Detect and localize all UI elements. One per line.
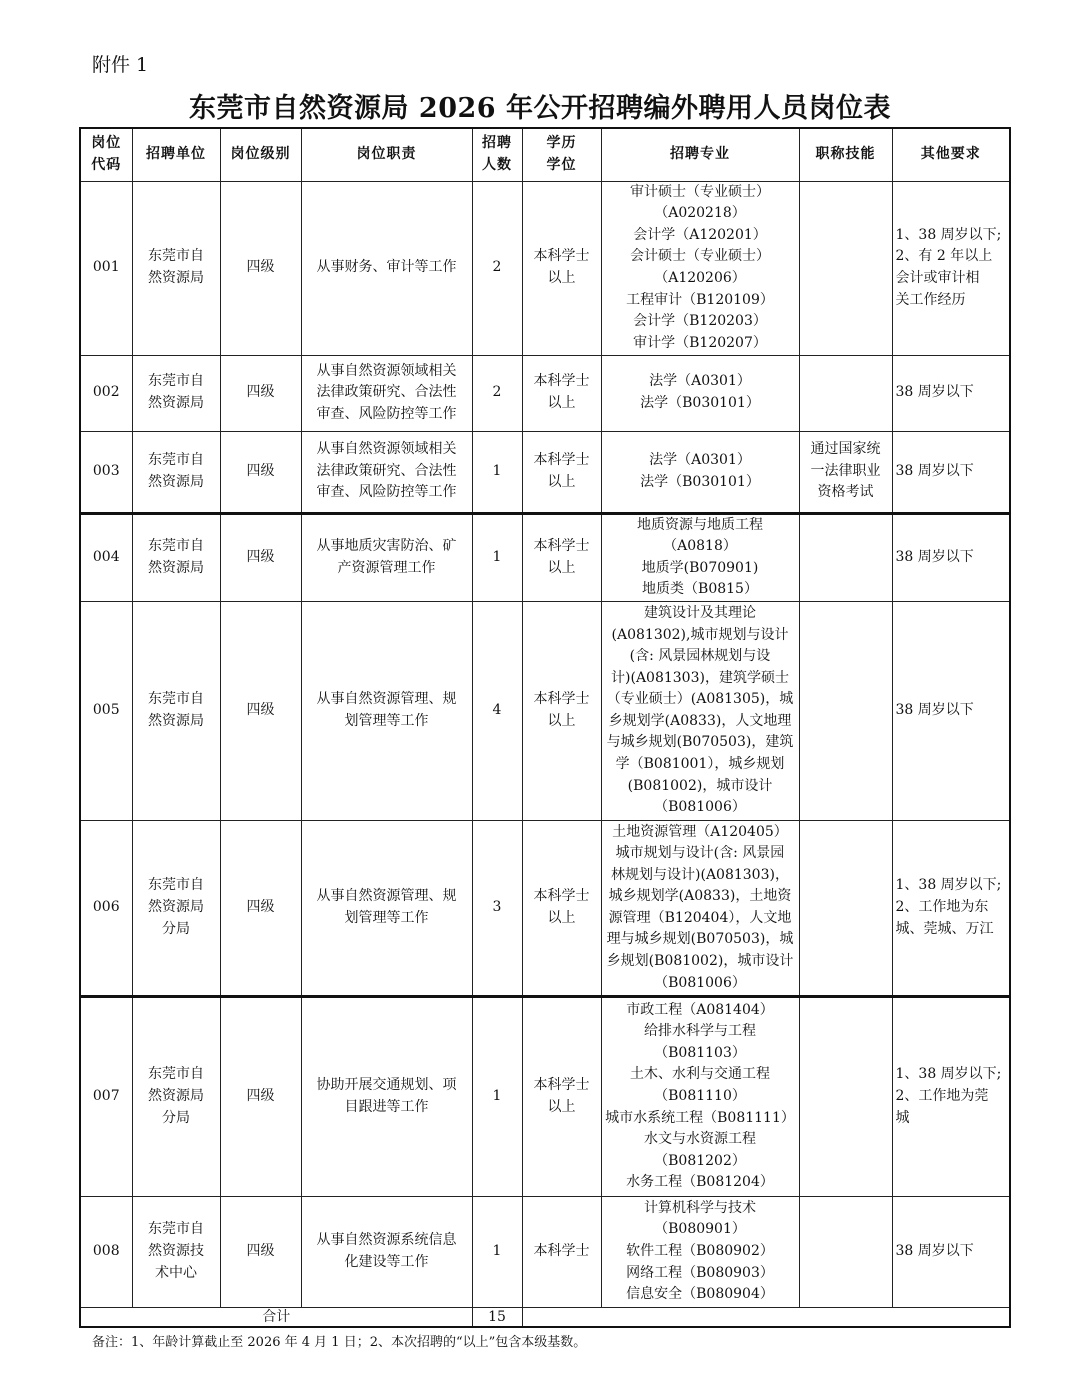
cell-code: 002: [80, 355, 132, 431]
cell-edu: 本科学士 以上: [522, 820, 601, 996]
positions-table: [79, 127, 1011, 1328]
cell-edu: 本科学士 以上: [522, 601, 601, 820]
cell-code: 003: [80, 431, 132, 513]
cell-count: 2: [472, 181, 522, 355]
cell-duty: 从事地质灾害防治、矿 产资源管理工作: [301, 513, 472, 601]
table-row: [80, 355, 1010, 431]
cell-cert: [799, 1196, 892, 1307]
cell-cert: [799, 181, 892, 355]
header-unit: 招聘单位: [132, 128, 220, 181]
cell-other: 38 周岁以下: [892, 1196, 1010, 1307]
cell-duty: 从事自然资源系统信息 化建设等工作: [301, 1196, 472, 1307]
header-major: 招聘专业: [601, 128, 799, 181]
table-row: [80, 1196, 1010, 1307]
header-count: 招聘 人数: [472, 128, 522, 181]
cell-count: 2: [472, 355, 522, 431]
cell-cert: [799, 996, 892, 1196]
cell-duty: 协助开展交通规划、项 目跟进等工作: [301, 996, 472, 1196]
header-duty: 岗位职责: [301, 128, 472, 181]
cell-cert: [799, 601, 892, 820]
cell-edu: 本科学士 以上: [522, 513, 601, 601]
cell-level: 四级: [220, 1196, 301, 1307]
cell-unit: 东莞市自 然资源局: [132, 431, 220, 513]
cell-major: 市政工程（A081404） 给排水科学与工程 （B081103） 土木、水利与交通工程 （B081110） 城市水系统工程（B081111） 水文与水资源工程 （B081202） 水务工程（B081204）: [601, 996, 799, 1196]
cell-major: 地质资源与地质工程 （A0818） 地质学(B070901) 地质类（B0815）: [601, 513, 799, 601]
cell-level: 四级: [220, 996, 301, 1196]
cell-unit: 东莞市自 然资源技 术中心: [132, 1196, 220, 1307]
cell-other: 38 周岁以下: [892, 601, 1010, 820]
cell-level: 四级: [220, 820, 301, 996]
total-value: 15: [472, 1307, 522, 1327]
table-row: [80, 820, 1010, 996]
cell-code: 004: [80, 513, 132, 601]
cell-count: 1: [472, 513, 522, 601]
cell-level: 四级: [220, 181, 301, 355]
cell-count: 1: [472, 1196, 522, 1307]
cell-edu: 本科学士 以上: [522, 431, 601, 513]
cell-other: 38 周岁以下: [892, 431, 1010, 513]
total-row: [80, 1307, 1010, 1327]
cell-edu: 本科学士 以上: [522, 355, 601, 431]
cell-duty: 从事自然资源管理、规 划管理等工作: [301, 601, 472, 820]
cell-edu: 本科学士 以上: [522, 181, 601, 355]
cell-cert: [799, 513, 892, 601]
total-empty: [522, 1307, 1010, 1327]
table-row: [80, 181, 1010, 355]
cell-unit: 东莞市自 然资源局: [132, 601, 220, 820]
cell-cert: [799, 820, 892, 996]
header-level: 岗位级别: [220, 128, 301, 181]
table-row: [80, 601, 1010, 820]
cell-code: 006: [80, 820, 132, 996]
cell-duty: 从事自然资源管理、规 划管理等工作: [301, 820, 472, 996]
cell-count: 1: [472, 431, 522, 513]
attachment-label: 附件 1: [92, 54, 149, 76]
cell-code: 001: [80, 181, 132, 355]
cell-cert: [799, 355, 892, 431]
cell-major: 法学（A0301） 法学（B030101）: [601, 355, 799, 431]
page-title: 东莞市自然资源局 2026 年公开招聘编外聘用人员岗位表: [189, 93, 891, 124]
cell-unit: 东莞市自 然资源局 分局: [132, 820, 220, 996]
cell-duty: 从事自然资源领域相关 法律政策研究、合法性 审查、风险防控等工作: [301, 355, 472, 431]
header-edu: 学历 学位: [522, 128, 601, 181]
cell-count: 3: [472, 820, 522, 996]
header-code: 岗位 代码: [80, 128, 132, 181]
cell-count: 4: [472, 601, 522, 820]
cell-unit: 东莞市自 然资源局: [132, 355, 220, 431]
cell-other: 1、38 周岁以下; 2、有 2 年以上 会计或审计相 关工作经历: [892, 181, 1010, 355]
cell-major: 审计硕士（专业硕士） （A020218） 会计学（A120201） 会计硕士（专业硕士） （A120206） 工程审计（B120109） 会计学（B120203） 审计学（B120207）: [601, 181, 799, 355]
cell-other: 38 周岁以下: [892, 513, 1010, 601]
table-row: [80, 513, 1010, 601]
cell-other: 38 周岁以下: [892, 355, 1010, 431]
cell-level: 四级: [220, 355, 301, 431]
cell-unit: 东莞市自 然资源局: [132, 181, 220, 355]
cell-duty: 从事财务、审计等工作: [301, 181, 472, 355]
cell-unit: 东莞市自 然资源局: [132, 513, 220, 601]
cell-unit: 东莞市自 然资源局 分局: [132, 996, 220, 1196]
cell-other: 1、38 周岁以下; 2、工作地为东 城、莞城、万江: [892, 820, 1010, 996]
cell-major: 计算机科学与技术 （B080901） 软件工程（B080902） 网络工程（B080903） 信息安全（B080904）: [601, 1196, 799, 1307]
total-label: 合计: [80, 1307, 472, 1327]
table-row: [80, 996, 1010, 1196]
header-row: [80, 128, 1010, 181]
footnote: 备注：1、年龄计算截止至 2026 年 4 月 1 日；2、本次招聘的“以上”包含本级基数。: [92, 1335, 587, 1350]
cell-level: 四级: [220, 431, 301, 513]
cell-duty: 从事自然资源领域相关 法律政策研究、合法性 审查、风险防控等工作: [301, 431, 472, 513]
cell-major: 建筑设计及其理论 (A081302),城市规划与设计 (含: 风景园林规划与设 计)(A081303)，建筑学硕士 （专业硕士）(A081305)，城 乡规划学(A0833)，人文地理 与城乡规划(B070503)，建筑 学（B081001），城乡规划 (B081002)，城市设计 （B081006）: [601, 601, 799, 820]
cell-other: 1、38 周岁以下; 2、工作地为莞 城: [892, 996, 1010, 1196]
cell-level: 四级: [220, 513, 301, 601]
cell-code: 008: [80, 1196, 132, 1307]
cell-edu: 本科学士 以上: [522, 996, 601, 1196]
cell-code: 007: [80, 996, 132, 1196]
cell-level: 四级: [220, 601, 301, 820]
cell-edu: 本科学士: [522, 1196, 601, 1307]
header-other: 其他要求: [892, 128, 1010, 181]
header-cert: 职称技能: [799, 128, 892, 181]
cell-major: 法学（A0301） 法学（B030101）: [601, 431, 799, 513]
table-row: [80, 431, 1010, 513]
cell-count: 1: [472, 996, 522, 1196]
cell-cert: 通过国家统 一法律职业 资格考试: [799, 431, 892, 513]
cell-code: 005: [80, 601, 132, 820]
cell-major: 土地资源管理（A120405） 城市规划与设计(含: 风景园 林规划与设计)(A081303)， 城乡规划学(A0833)，土地资 源管理（B120404），人文地 理与城乡规划(B070503)，城 乡规划(B081002)，城市设计 （B081006）: [601, 820, 799, 996]
